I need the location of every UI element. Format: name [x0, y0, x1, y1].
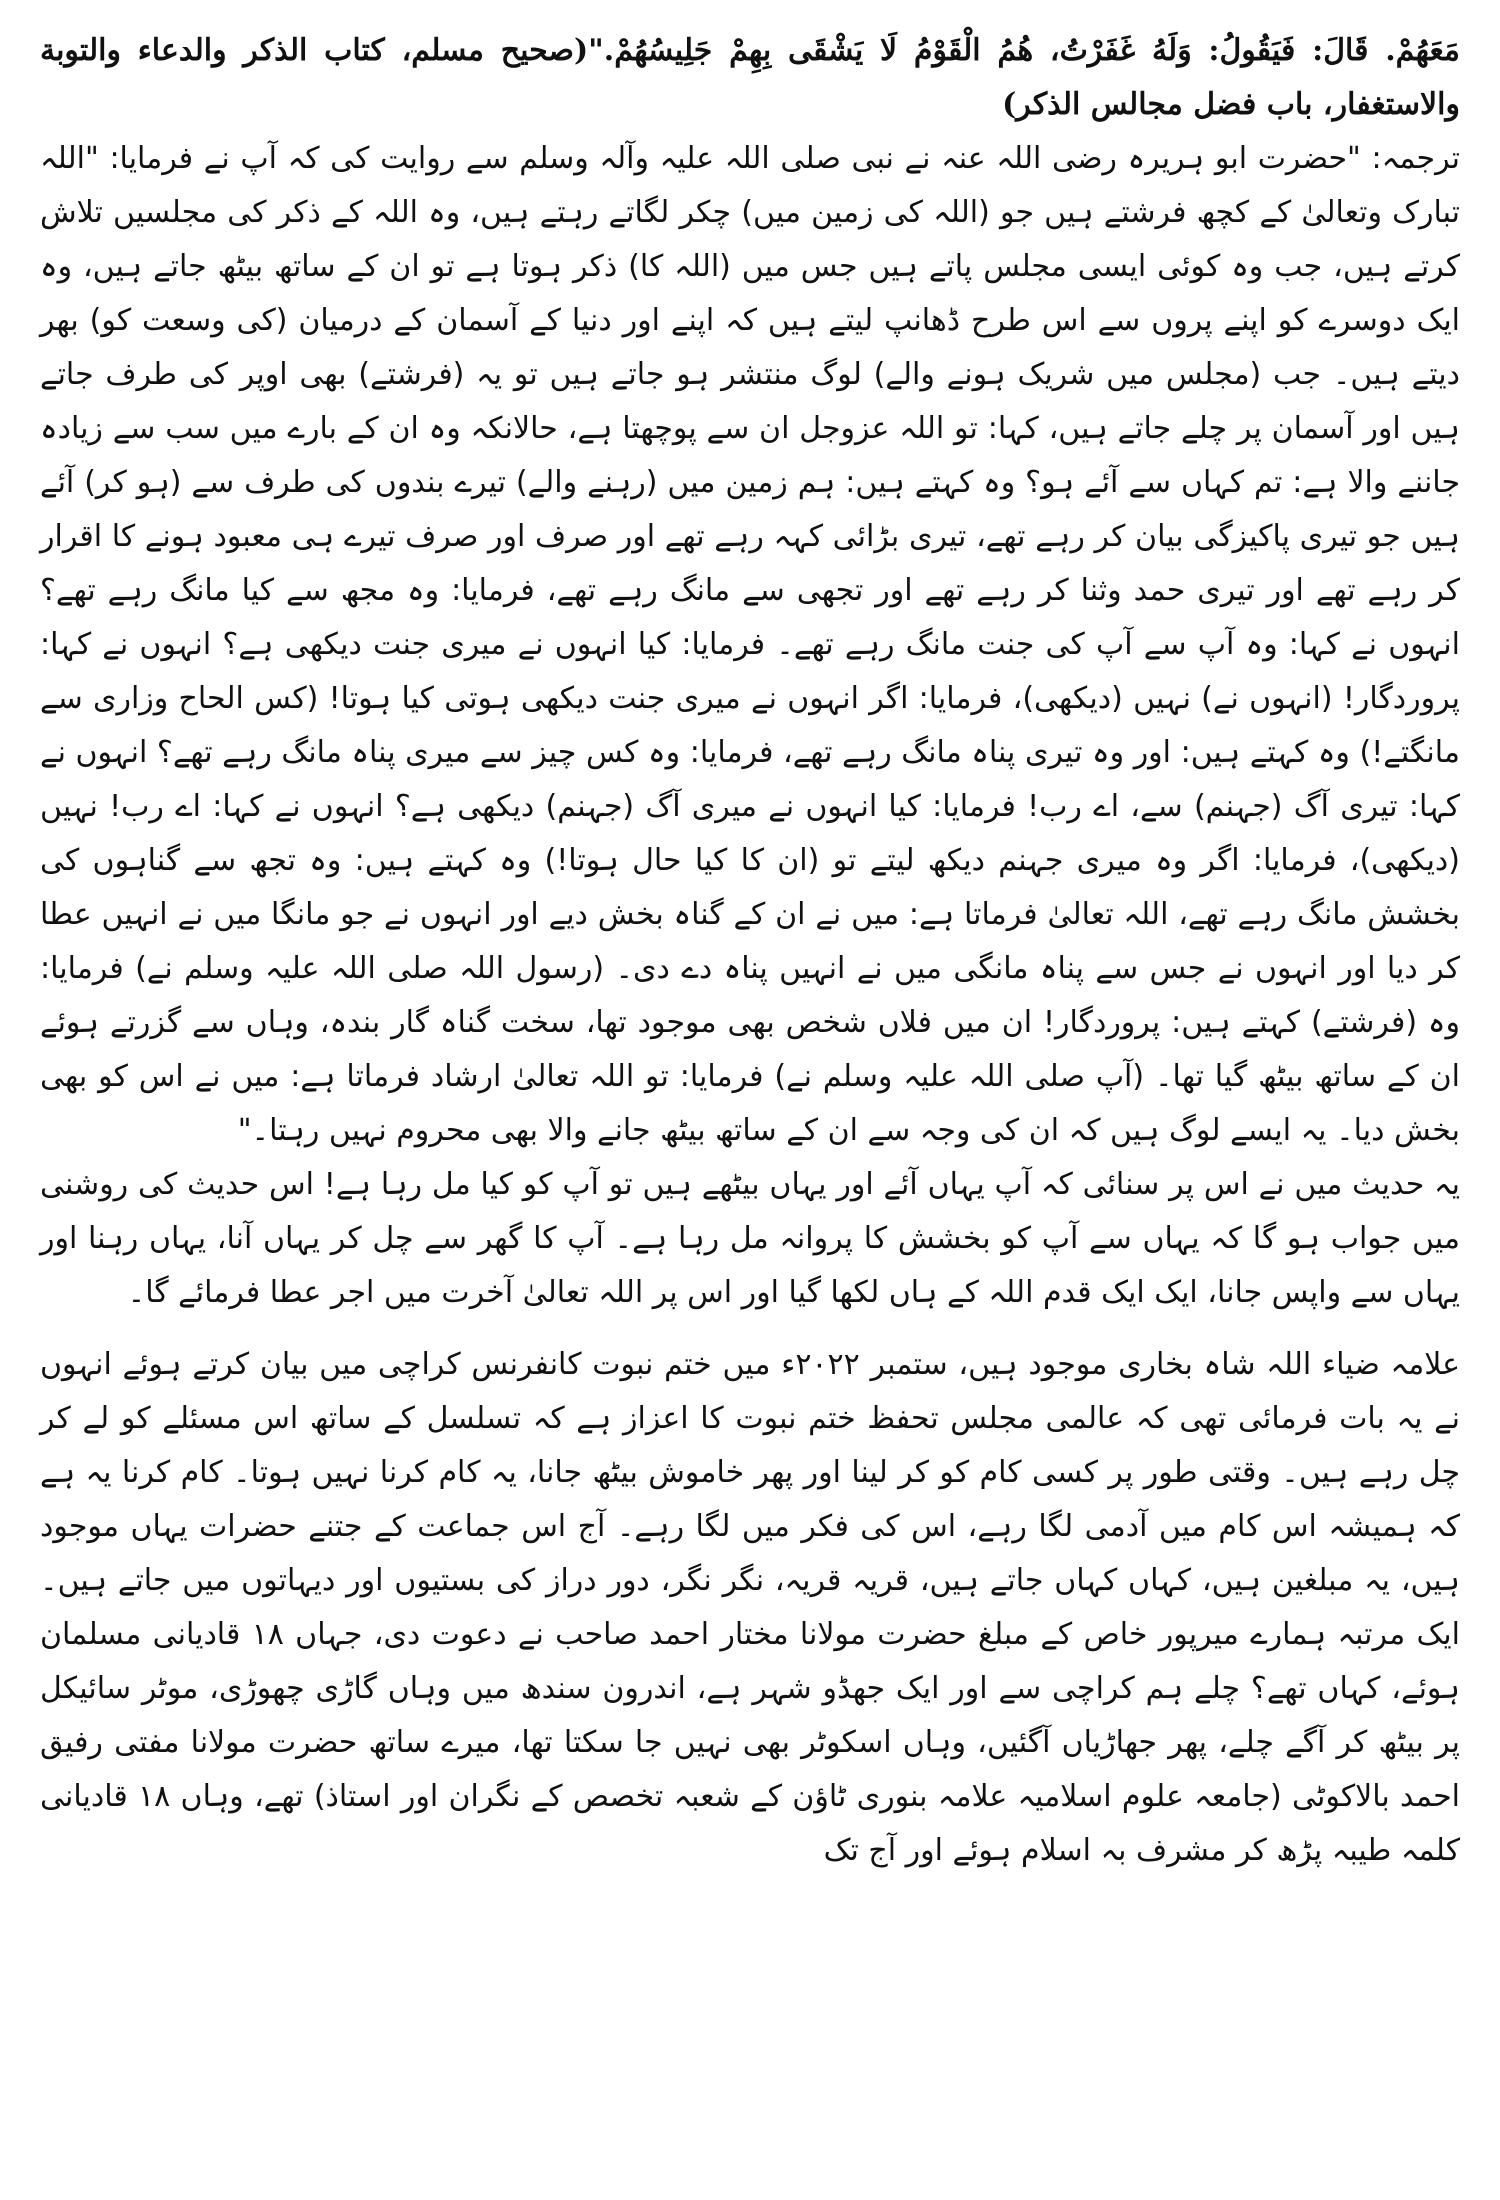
narrative-paragraph: علامہ ضیاء اللہ شاہ بخاری موجود ہیں، ستمبر ۲۰۲۲ء میں ختم نبوت کانفرنس کراچی میں بیان کرتے ہوئے انہوں نے یہ بات فرمائی تھی کہ عالمی مجلس تحفظ ختم نبوت کا اعزاز ہے کہ تسلسل کے ساتھ اس مسئلے کو لے کر چل رہے ہیں۔ وقتی طور پر کسی کام کو کر لینا اور پھر خاموش بیٹھ جانا، یہ کام کرنا نہیں ہوتا۔ کام کرنا یہ ہے کہ ہمیشہ اس کام میں آدمی لگا رہے، اس کی فکر میں لگا رہے۔ آج اس جماعت کے جتنے حضرات یہاں موجود ہیں، یہ مبلغین ہیں، کہاں کہاں جاتے ہیں، قریہ قریہ، نگر نگر، دور دراز کی بستیوں اور دیہاتوں میں جاتے ہیں۔ ایک مرتبہ ہمارے میرپور خاص کے مبلغ حضرت مولانا مختار احمد صاحب نے دعوت دی، جہاں ۱۸ قادیانی مسلمان ہوئے، کہاں تھے؟ چلے ہم کراچی سے اور ایک جھڈو شہر ہے، اندرون سندھ میں وہاں گاڑی چھوڑی، موٹر سائیکل پر بیٹھ کر آگے چلے، پھر جھاڑیاں آگئیں، وہاں اسکوٹر بھی نہیں جا سکتا تھا، میرے ساتھ حضرت مولانا مفتی رفیق احمد بالاکوٹی (جامعہ علوم اسلامیہ علامہ بنوری ٹاؤن کے شعبہ تخصص کے نگران اور استاذ) تھے، وہاں ۱۸ قادیانی کلمہ طیبہ پڑھ کر مشرف بہ اسلام ہوئے اور آج تک — [40, 1347, 1461, 1868]
paragraph-spacer — [40, 1320, 1460, 1338]
hadith-arabic-and-reference: مَعَهُمْ. قَالَ: فَيَقُولُ: وَلَهُ غَفَرْتُ، هُمُ الْقَوْمُ لَا يَشْقَى بِهِمْ جَلِيسُهُمْ."(صحیح مسلم، کتاب الذکر والدعاء والتوبة والاستغفار، باب فضل مجالس الذکر) — [40, 33, 1460, 122]
hadith-translation-paragraph: ترجمہ: "حضرت ابو ہریرہ رضی اللہ عنہ نے نبی صلی اللہ علیہ وآلہ وسلم سے روایت کی کہ آپ نے فرمایا: "اللہ تبارک وتعالیٰ کے کچھ فرشتے ہیں جو (اللہ کی زمین میں) چکر لگاتے رہتے ہیں، وہ اللہ کے ذکر کی مجلسیں تلاش کرتے ہیں، جب وہ کوئی ایسی مجلس پاتے ہیں جس میں (اللہ کا) ذکر ہوتا ہے تو ان کے ساتھ بیٹھ جاتے ہیں، وہ ایک دوسرے کو اپنے پروں سے اس طرح ڈھانپ لیتے ہیں کہ اپنے اور دنیا کے آسمان کے درمیان (کی وسعت کو) بھر دیتے ہیں۔ جب (مجلس میں شریک ہونے والے) لوگ منتشر ہو جاتے ہیں تو یہ (فرشتے) بھی اوپر کی طرف جاتے ہیں اور آسمان پر چلے جاتے ہیں، کہا: تو اللہ عزوجل ان سے پوچھتا ہے، حالانکہ وہ ان کے بارے میں سب سے زیادہ جاننے والا ہے: تم کہاں سے آئے ہو؟ وہ کہتے ہیں: ہم زمین میں (رہنے والے) تیرے بندوں کی طرف سے (ہو کر) آئے ہیں جو تیری پاکیزگی بیان کر رہے تھے، تیری بڑائی کہہ رہے تھے اور صرف اور صرف تیرے ہی معبود ہونے کا اقرار کر رہے تھے اور تیری حمد وثنا کر رہے تھے اور تجھی سے مانگ رہے تھے، فرمایا: وہ مجھ سے کیا مانگ رہے تھے؟ انہوں نے کہا: وہ آپ سے آپ کی جنت مانگ رہے تھے۔ فرمایا: کیا انہوں نے میری جنت دیکھی ہے؟ انہوں نے کہا: پروردگار! (انہوں نے) نہیں (دیکھی)، فرمایا: اگر انہوں نے میری جنت دیکھی ہوتی کیا ہوتا! (کس الحاح وزاری سے مانگتے!) وہ کہتے ہیں: اور وہ تیری پناہ مانگ رہے تھے، فرمایا: وہ کس چیز سے میری پناہ مانگ رہے تھے؟ انہوں نے کہا: تیری آگ (جہنم) سے، اے رب! فرمایا: کیا انہوں نے میری آگ (جہنم) دیکھی ہے؟ انہوں نے کہا: اے رب! نہیں (دیکھی)، فرمایا: اگر وہ میری جہنم دیکھ لیتے تو (ان کا کیا حال ہوتا!) وہ کہتے ہیں: وہ تجھ سے گناہوں کی بخشش مانگ رہے تھے، اللہ تعالیٰ فرماتا ہے: میں نے ان کے گناہ بخش دیے اور انہوں نے جو مانگا میں نے انہیں عطا کر دیا اور انہوں نے جس سے پناہ مانگی میں نے انہیں پناہ دے دی۔ (رسول اللہ صلی اللہ علیہ وسلم نے) فرمایا: وہ (فرشتے) کہتے ہیں: پروردگار! ان میں فلاں شخص بھی موجود تھا، سخت گناہ گار بندہ، وہاں سے گزرتے ہوئے ان کے ساتھ بیٹھ گیا تھا۔ (آپ صلی اللہ علیہ وسلم نے) فرمایا: تو اللہ تعالیٰ ارشاد فرماتا ہے: میں نے اس کو بھی بخش دیا۔ یہ ایسے لوگ ہیں کہ ان کی وجہ سے ان کے ساتھ بیٹھ جانے والا بھی محروم نہیں رہتا۔" — [40, 141, 1460, 1148]
commentary-paragraph: یہ حدیث میں نے اس پر سنائی کہ آپ یہاں آئے اور یہاں بیٹھے ہیں تو آپ کو کیا مل رہا ہے! اس حدیث کی روشنی میں جواب ہو گا کہ یہاں سے آپ کو بخشش کا پروانہ مل رہا ہے۔ آپ کا گھر سے چل کر یہاں آنا، یہاں رہنا اور یہاں سے واپس جانا، ایک ایک قدم اللہ کے ہاں لکھا گیا اور اس پر اللہ تعالیٰ آخرت میں اجر عطا فرمائے گا۔ — [40, 1167, 1460, 1310]
